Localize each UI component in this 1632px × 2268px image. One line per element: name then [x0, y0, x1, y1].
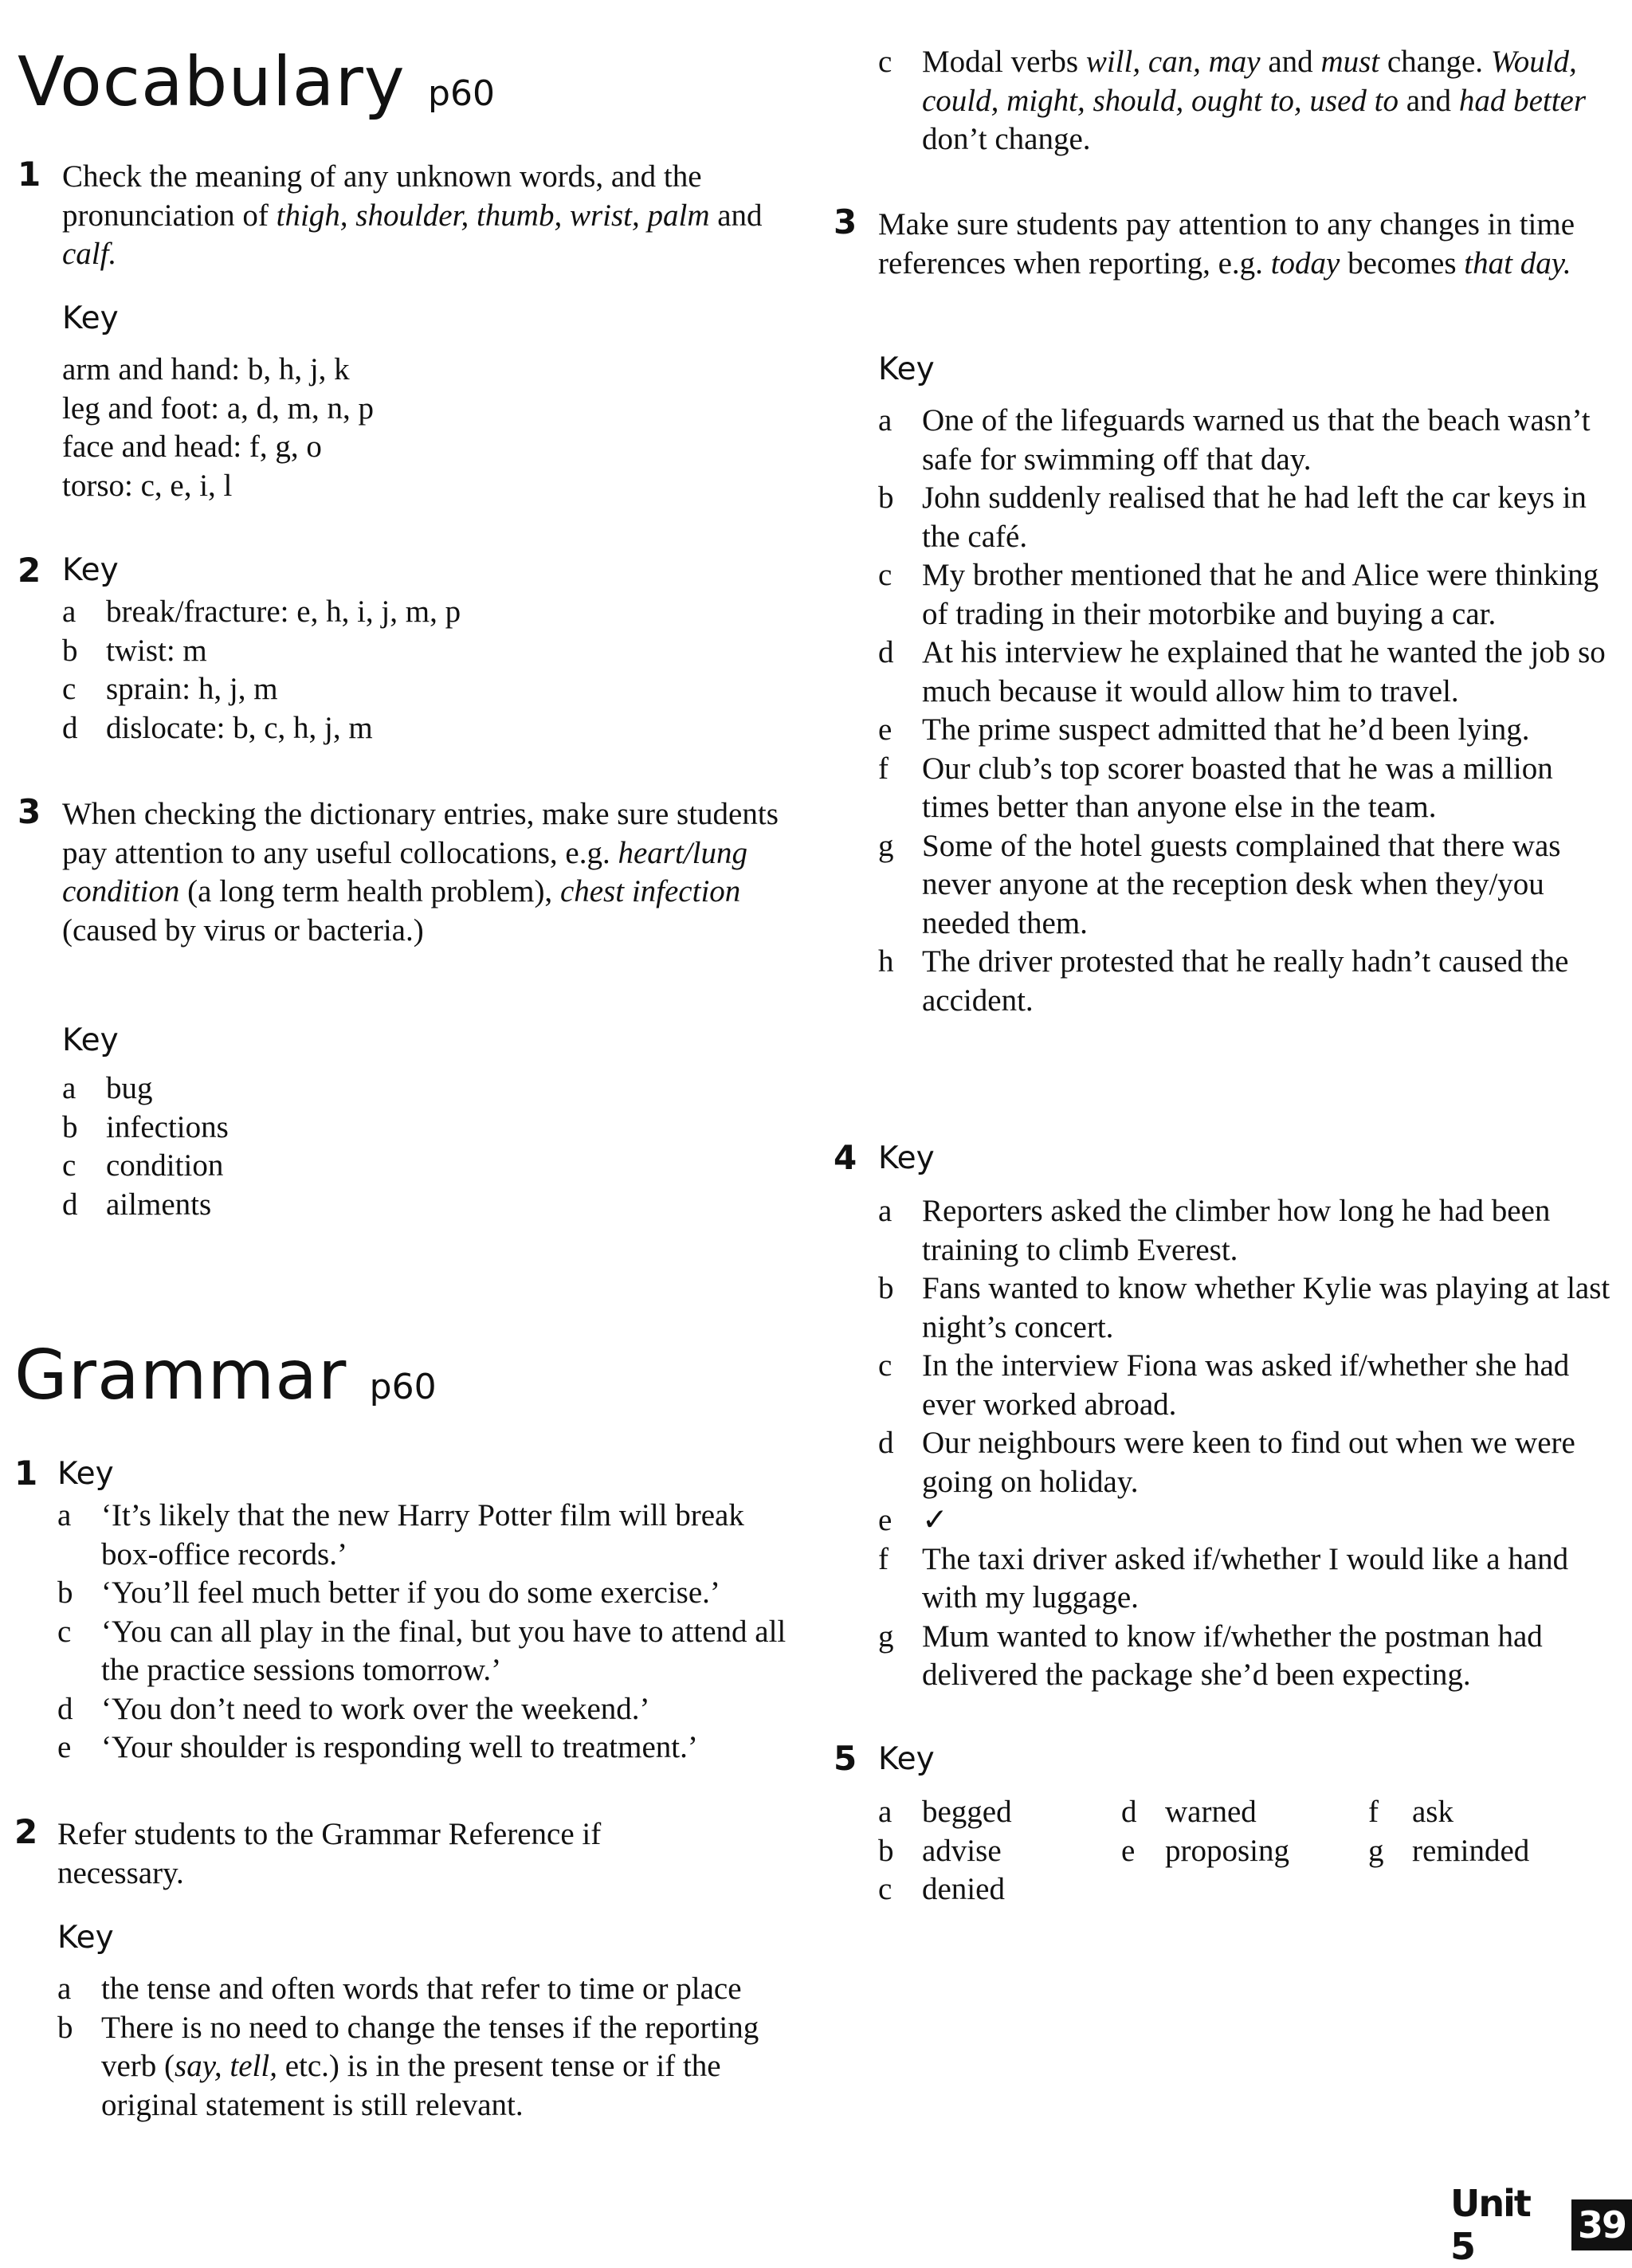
grammar-ex1-key-label: Key — [57, 1456, 114, 1492]
list-item: f Our club’s top scorer boasted that he was a million times better than anyone else in the team. — [878, 751, 1553, 824]
vocab-ex2-number: 2 — [18, 551, 41, 590]
vocabulary-heading — [18, 42, 495, 122]
grammar-ex3-key-list — [878, 402, 1611, 1020]
vocab-ex1-instruction: Check the meaning of any unknown words, and the pronunciation of thigh, shoulder, thumb, wrist, palm and calf. — [62, 159, 763, 271]
vocab-ex3-number: 3 — [18, 792, 41, 831]
grammar-ex2-instruction: Refer students to the Grammar Reference if necessary. — [57, 1817, 602, 1890]
list-item: d dislocate: b, c, h, j, m — [62, 710, 373, 745]
list-item: e ‘Your shoulder is responding well to treatment.’ — [57, 1730, 698, 1764]
list-item: c denied — [878, 1872, 1005, 1906]
grammar-ex5-number: 5 — [834, 1739, 857, 1778]
grammar-ex2-key-label: Key — [57, 1920, 114, 1956]
list-item: d Our neighbours were keen to find out when we were going on holiday. — [878, 1426, 1575, 1499]
vocab-ex1-key-lines — [62, 351, 779, 505]
grammar-ex4-key-label: Key — [878, 1140, 935, 1176]
grammar-ex2-key-list-right — [878, 43, 1611, 159]
list-item: d ailments — [62, 1187, 212, 1222]
list-item: g reminded — [1368, 1833, 1530, 1868]
list-item: a begged — [878, 1795, 1012, 1829]
list-item: c In the interview Fiona was asked if/whether she had ever worked abroad. — [878, 1348, 1570, 1422]
grammar-heading — [14, 1336, 437, 1415]
list-item: b There is no need to change the tenses if the reporting verb (say, tell, etc.) is in the present tense or if the original statement is still relevant. — [57, 2010, 759, 2122]
list-item: a the tense and often words that refer to time or place — [57, 1972, 742, 2006]
list-item: d warned — [1121, 1795, 1257, 1829]
vocabulary-page-ref: p60 — [428, 73, 495, 114]
vocab-ex3-key-label: Key — [62, 1022, 119, 1058]
list-item: b ‘You’ll feel much better if you do some exercise.’ — [57, 1575, 720, 1610]
vocab-ex3-key-list — [62, 1069, 779, 1224]
list-item: b infections — [62, 1109, 229, 1144]
list-item: f The taxi driver asked if/whether I would like a hand with my luggage. — [878, 1541, 1569, 1615]
key-line: torso: c, e, i, l — [62, 468, 233, 503]
list-item: a bug — [62, 1071, 153, 1105]
vocab-ex1-number: 1 — [18, 155, 41, 194]
key-line: leg and foot: a, d, m, n, p — [62, 390, 375, 426]
grammar-ex1-number: 1 — [14, 1454, 38, 1493]
list-item: b twist: m — [62, 633, 207, 668]
list-item: g Mum wanted to know if/whether the postman had delivered the package she’d been expecting. — [878, 1619, 1543, 1692]
list-item: c Modal verbs will, can, may and must change. Would, could, might, should, ought to, used to and had better don’t change. — [878, 45, 1587, 156]
vocab-ex1-key-label: Key — [62, 300, 119, 336]
list-item: a One of the lifeguards warned us that the beach wasn’t safe for swimming off that day. — [878, 403, 1591, 477]
grammar-ex5-key-grid — [878, 1793, 1575, 1909]
list-item: a Reporters asked the climber how long he had been training to climb Everest. — [878, 1194, 1551, 1267]
grammar-ex1-key-list — [57, 1497, 790, 1768]
list-item: d ‘You don’t need to work over the weekend.’ — [57, 1691, 650, 1726]
grammar-ex3-instruction: Make sure students pay attention to any changes in time references when reporting, e.g. today becomes that day. — [878, 207, 1575, 281]
list-item: e The prime suspect admitted that he’d been lying. — [878, 712, 1530, 747]
list-item: e ✓ — [878, 1503, 948, 1537]
page-footer — [1450, 2182, 1632, 2268]
list-item: f ask — [1368, 1795, 1454, 1829]
page-number: 39 — [1571, 2199, 1632, 2250]
grammar-ex4-number: 4 — [834, 1138, 857, 1177]
grammar-ex2-key-list-left — [57, 1970, 790, 2125]
list-item: c My brother mentioned that he and Alice were thinking of trading in their motorbike and buying a car. — [878, 558, 1599, 631]
grammar-title: Grammar — [14, 1336, 347, 1415]
vocab-ex2-key-label: Key — [62, 552, 119, 588]
list-item: c condition — [62, 1148, 224, 1183]
grammar-ex5-key-label: Key — [878, 1741, 935, 1777]
vocab-ex3-instruction: When checking the dictionary entries, make sure students pay attention to any useful collocations, e.g. heart/lung condition (a long term health problem), chest infection (caused by virus or bacteria.) — [62, 797, 779, 948]
key-line: face and head: f, g, o — [62, 430, 322, 464]
grammar-ex4-key-list — [878, 1192, 1611, 1695]
key-line: arm and hand: b, h, j, k — [62, 352, 350, 387]
list-item: e proposing — [1121, 1833, 1289, 1868]
unit-label: Unit 5 — [1450, 2182, 1530, 2268]
grammar-page-ref: p60 — [369, 1367, 437, 1407]
list-item: b advise — [878, 1833, 1002, 1868]
list-item: h The driver protested that he really hadn’t caused the accident. — [878, 944, 1569, 1018]
list-item: d At his interview he explained that he wanted the job so much because it would allow him to travel. — [878, 635, 1606, 708]
list-item: b Fans wanted to know whether Kylie was playing at last night’s concert. — [878, 1271, 1610, 1344]
list-item: c sprain: h, j, m — [62, 672, 278, 706]
list-item: g Some of the hotel guests complained that there was never anyone at the reception desk when they/you needed them. — [878, 828, 1561, 940]
list-item: b John suddenly realised that he had left the car keys in the café. — [878, 481, 1587, 554]
grammar-ex3-key-label: Key — [878, 351, 935, 387]
check-mark-icon: ✓ — [922, 1503, 948, 1537]
grammar-ex3-number: 3 — [834, 202, 857, 241]
vocab-ex2-key-list — [62, 593, 779, 747]
list-item: a ‘It’s likely that the new Harry Potter film will break box-office records.’ — [57, 1498, 744, 1572]
list-item: c ‘You can all play in the final, but you have to attend all the practice sessions tomorrow.’ — [57, 1614, 787, 1687]
grammar-ex2-number: 2 — [14, 1812, 38, 1851]
vocabulary-title: Vocabulary — [18, 42, 406, 122]
list-item: a break/fracture: e, h, i, j, m, p — [62, 594, 461, 629]
